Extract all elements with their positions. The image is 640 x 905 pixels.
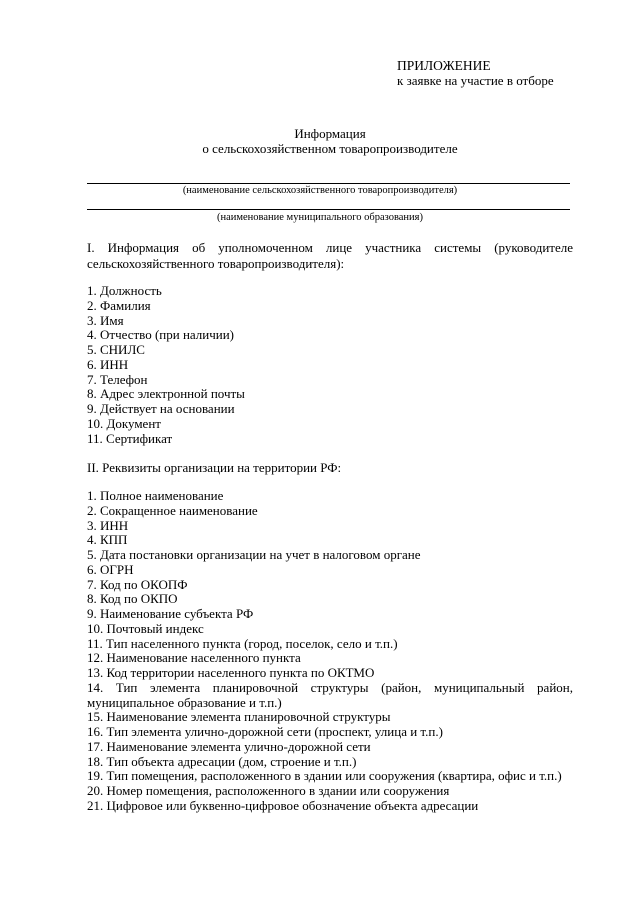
municipality-name-caption: (наименование муниципального образования) [216, 212, 424, 223]
list-item: 8. Код по ОКПО [87, 591, 178, 607]
list-item: 18. Тип объекта адресации (дом, строение и т.п.) [87, 753, 357, 769]
section1-heading-line1: I. Информация об уполномоченном лице участника системы (руководителе [87, 240, 573, 255]
list-item: 2. Фамилия [87, 297, 151, 313]
subtitle-line: о сельскохозяйственном товаропроизводителе [202, 141, 458, 156]
list-item: 2. Сокращенное наименование [87, 502, 258, 518]
list-item: 3. Имя [87, 312, 124, 328]
list-item: 21. Цифровое или буквенно-цифровое обозначение объекта адресации [87, 797, 479, 813]
list-item: 15. Наименование элемента планировочной структуры [87, 709, 391, 725]
list-item: 12. Наименование населенного пункта [87, 650, 301, 666]
list-item: 9. Действует на основании [87, 401, 235, 416]
section2-list [87, 489, 587, 814]
list-item: 4. Отчество (при наличии) [87, 327, 235, 343]
list-item: 7. Код по ОКОПФ [87, 576, 188, 592]
list-item: 5. Дата постановки организации на учет в налоговом органе [87, 547, 421, 562]
list-item: 6. ИНН [87, 356, 129, 372]
list-item: 11. Тип населенного пункта (город, поселок, село и т.п.) [87, 635, 398, 651]
list-item: 11. Сертификат [87, 430, 173, 446]
section1-heading-line2: сельскохозяйственного товаропроизводителя): [87, 256, 345, 271]
list-item: 1. Должность [87, 283, 162, 298]
section1-list [87, 284, 587, 446]
list-item [87, 681, 573, 711]
list-item: 10. Почтовый индекс [87, 620, 204, 636]
appendix-header [397, 58, 554, 88]
list-item: 7. Телефон [87, 371, 148, 387]
list-item-line2: муниципальное образование и т.п.) [87, 694, 282, 710]
appendix-title: ПРИЛОЖЕНИЕ [397, 58, 491, 73]
list-item: 13. Код территории населенного пункта по ОКТМО [87, 665, 375, 680]
section1-heading [87, 240, 573, 272]
producer-name-line [87, 183, 570, 184]
list-item: 4. КПП [87, 532, 128, 548]
list-item: 8. Адрес электронной почты [87, 386, 245, 402]
list-item: 10. Документ [87, 415, 161, 431]
producer-name-caption: (наименование сельскохозяйственного товаропроизводителя) [182, 185, 458, 196]
section2-heading: II. Реквизиты организации на территории РФ: [87, 460, 342, 475]
list-item: 5. СНИЛС [87, 342, 145, 357]
list-item: 19. Тип помещения, расположенного в здании или сооружения (квартира, офис и т.п.) [87, 768, 562, 784]
list-item-line1: 14. Тип элемента планировочной структуры (район, муниципальный район, [87, 679, 573, 695]
list-item: 1. Полное наименование [87, 488, 224, 503]
list-item: 16. Тип элемента улично-дорожной сети (проспект, улица и т.п.) [87, 724, 443, 739]
list-item: 3. ИНН [87, 517, 129, 533]
document-title [80, 126, 580, 156]
list-item: 17. Наименование элемента улично-дорожной сети [87, 738, 371, 754]
list-item: 6. ОГРН [87, 561, 134, 577]
list-item: 20. Номер помещения, расположенного в здании или сооружения [87, 783, 450, 798]
appendix-subtitle: к заявке на участие в отборе [397, 73, 554, 88]
municipality-name-line [87, 209, 570, 210]
title-line: Информация [294, 126, 366, 141]
list-item: 9. Наименование субъекта РФ [87, 606, 254, 621]
